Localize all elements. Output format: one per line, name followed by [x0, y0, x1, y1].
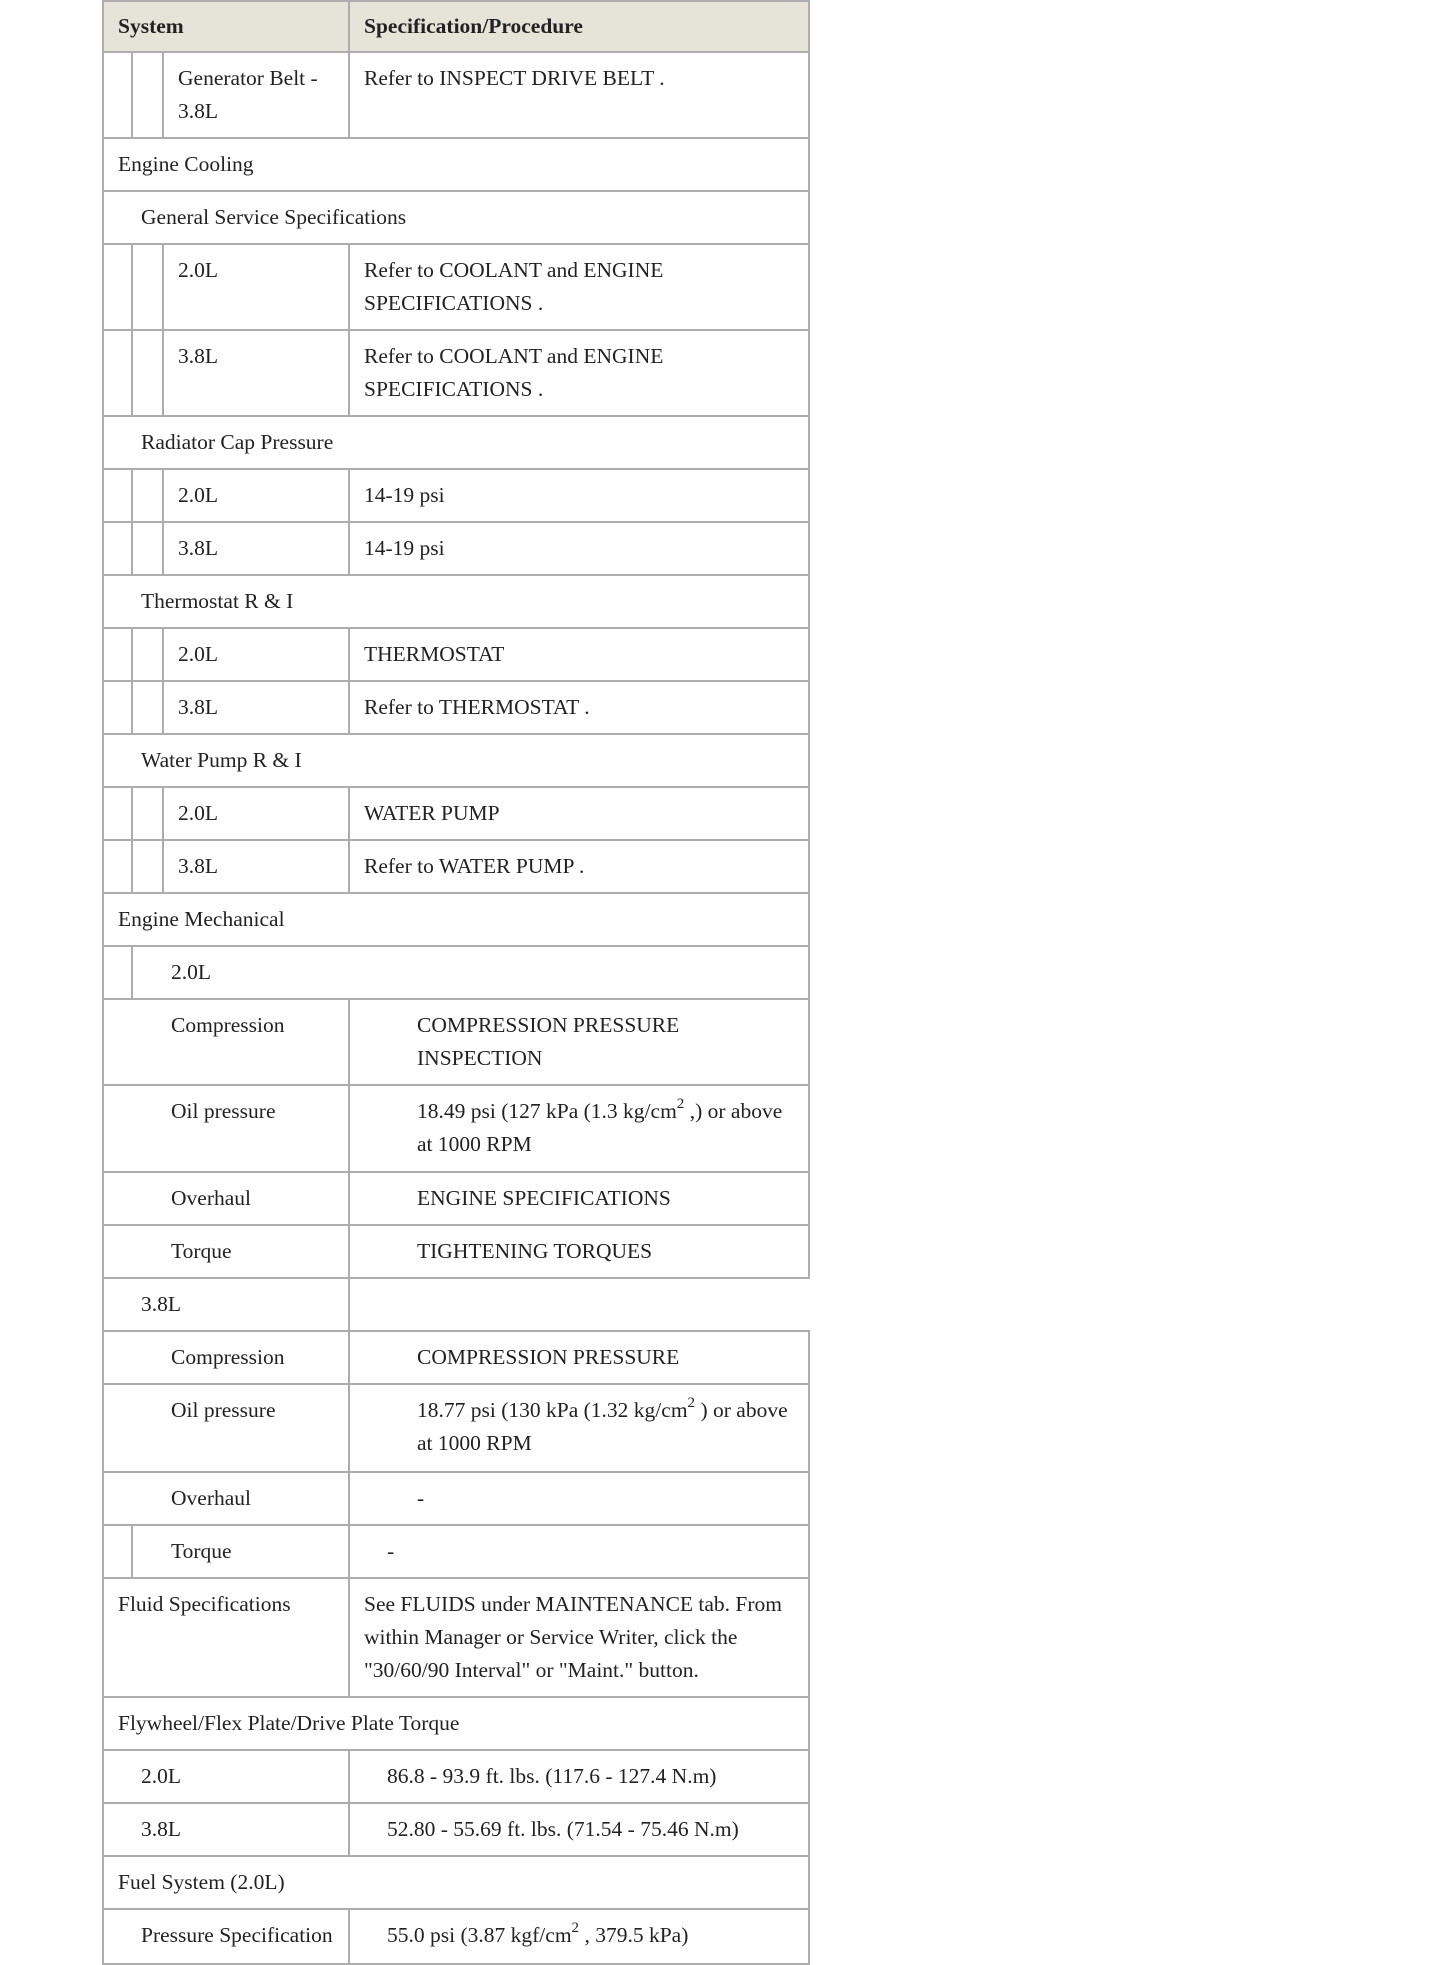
em20-overhaul-label: Overhaul	[103, 1172, 349, 1225]
table-row	[103, 1085, 809, 1172]
em20-overhaul-value: ENGINE SPECIFICATIONS	[349, 1172, 809, 1225]
column-header-system: System	[103, 1, 349, 52]
table-row	[103, 1909, 809, 1964]
em38-torque-value: -	[349, 1525, 809, 1578]
em38-oil-label: Oil pressure	[103, 1384, 349, 1472]
thermo-20-value: THERMOSTAT	[349, 628, 809, 681]
fly-38-label: 3.8L	[103, 1803, 349, 1856]
rad-20-label: 2.0L	[163, 469, 349, 522]
fly-20-value: 86.8 - 93.9 ft. lbs. (117.6 - 127.4 N.m)	[349, 1750, 809, 1803]
subsection-row	[103, 734, 809, 787]
section-row	[103, 1697, 809, 1750]
table-row	[103, 330, 809, 416]
table-row	[103, 840, 809, 893]
gss-38-value: Refer to COOLANT and ENGINE SPECIFICATIONS .	[349, 330, 809, 416]
generator-belt-label: Generator Belt - 3.8L	[163, 52, 349, 138]
rad-38-label: 3.8L	[163, 522, 349, 575]
fluid-label: Fluid Specifications	[103, 1578, 349, 1697]
em20-oil-label: Oil pressure	[103, 1085, 349, 1172]
em38-compression-label: Compression	[103, 1331, 349, 1384]
table-row	[103, 628, 809, 681]
section-row	[103, 138, 809, 191]
table-row	[103, 1472, 809, 1525]
table-row	[103, 1384, 809, 1472]
subsection-row	[103, 191, 809, 244]
fuel-pressure-value: 55.0 psi (3.87 kgf/$cm^2$ , 379.5 kPa)	[349, 1909, 809, 1964]
em38-overhaul-value: -	[349, 1472, 809, 1525]
table-row	[103, 1750, 809, 1803]
section-row	[103, 893, 809, 946]
subsection-row	[103, 946, 809, 999]
em38-torque-label: Torque	[132, 1525, 349, 1578]
fly-20-label: 2.0L	[103, 1750, 349, 1803]
table-row	[103, 1525, 809, 1578]
em20-torque-value: TIGHTENING TORQUES	[349, 1225, 809, 1278]
thermo-38-label: 3.8L	[163, 681, 349, 734]
table-row	[103, 469, 809, 522]
thermo-38-value: Refer to THERMOSTAT .	[349, 681, 809, 734]
fly-38-value: 52.80 - 55.69 ft. lbs. (71.54 - 75.46 N.m)	[349, 1803, 809, 1856]
table-row	[103, 1803, 809, 1856]
generator-belt-value: Refer to INSPECT DRIVE BELT .	[349, 52, 809, 138]
fuel-pressure-label: Pressure Specification	[103, 1909, 349, 1964]
wp-20-label: 2.0L	[163, 787, 349, 840]
section-fuel-system: Fuel System (2.0L)	[103, 1856, 809, 1909]
table-row	[103, 1172, 809, 1225]
table-row	[103, 1578, 809, 1697]
subsection-water-pump: Water Pump R & I	[103, 734, 809, 787]
em20-torque-label: Torque	[103, 1225, 349, 1278]
table-row	[103, 244, 809, 330]
section-engine-mechanical: Engine Mechanical	[103, 893, 809, 946]
table-row	[103, 787, 809, 840]
em20-oil-value: 18.49 psi (127 kPa (1.3 $kg/cm^2$ ,) or above at 1000 RPM	[349, 1085, 809, 1172]
section-flywheel: Flywheel/Flex Plate/Drive Plate Torque	[103, 1697, 809, 1750]
subsection-radiator-cap: Radiator Cap Pressure	[103, 416, 809, 469]
subsection-row	[103, 416, 809, 469]
subsection-general-service: General Service Specifications	[103, 191, 809, 244]
em38-oil-value: 18.77 psi (130 kPa (1.32 $kg/cm^2$ ) or above at 1000 RPM	[349, 1384, 809, 1472]
specifications-table	[102, 0, 810, 1965]
rad-20-value: 14-19 psi	[349, 469, 809, 522]
subsection-em-38: 3.8L	[103, 1278, 349, 1331]
gss-20-label: 2.0L	[163, 244, 349, 330]
table-row	[103, 522, 809, 575]
column-header-spec: Specification/Procedure	[349, 1, 809, 52]
em38-compression-value: COMPRESSION PRESSURE	[349, 1331, 809, 1384]
subsection-em-20: 2.0L	[132, 946, 809, 999]
subsection-row	[103, 575, 809, 628]
subsection-row	[103, 1278, 809, 1331]
em20-compression-label: Compression	[103, 999, 349, 1085]
table-row	[103, 52, 809, 138]
table-header-row	[103, 1, 809, 52]
gss-20-value: Refer to COOLANT and ENGINE SPECIFICATIONS .	[349, 244, 809, 330]
table-row	[103, 999, 809, 1085]
wp-20-value: WATER PUMP	[349, 787, 809, 840]
rad-38-value: 14-19 psi	[349, 522, 809, 575]
subsection-thermostat: Thermostat R & I	[103, 575, 809, 628]
table-row	[103, 1225, 809, 1278]
fluid-value: See FLUIDS under MAINTENANCE tab. From within Manager or Service Writer, click the "30/60/90 Interval" or "Maint." button.	[349, 1578, 809, 1697]
em38-overhaul-label: Overhaul	[103, 1472, 349, 1525]
thermo-20-label: 2.0L	[163, 628, 349, 681]
wp-38-value: Refer to WATER PUMP .	[349, 840, 809, 893]
wp-38-label: 3.8L	[163, 840, 349, 893]
gss-38-label: 3.8L	[163, 330, 349, 416]
em20-compression-value: COMPRESSION PRESSURE INSPECTION	[349, 999, 809, 1085]
table-row	[103, 681, 809, 734]
table-row	[103, 1331, 809, 1384]
section-row	[103, 1856, 809, 1909]
section-engine-cooling: Engine Cooling	[103, 138, 809, 191]
